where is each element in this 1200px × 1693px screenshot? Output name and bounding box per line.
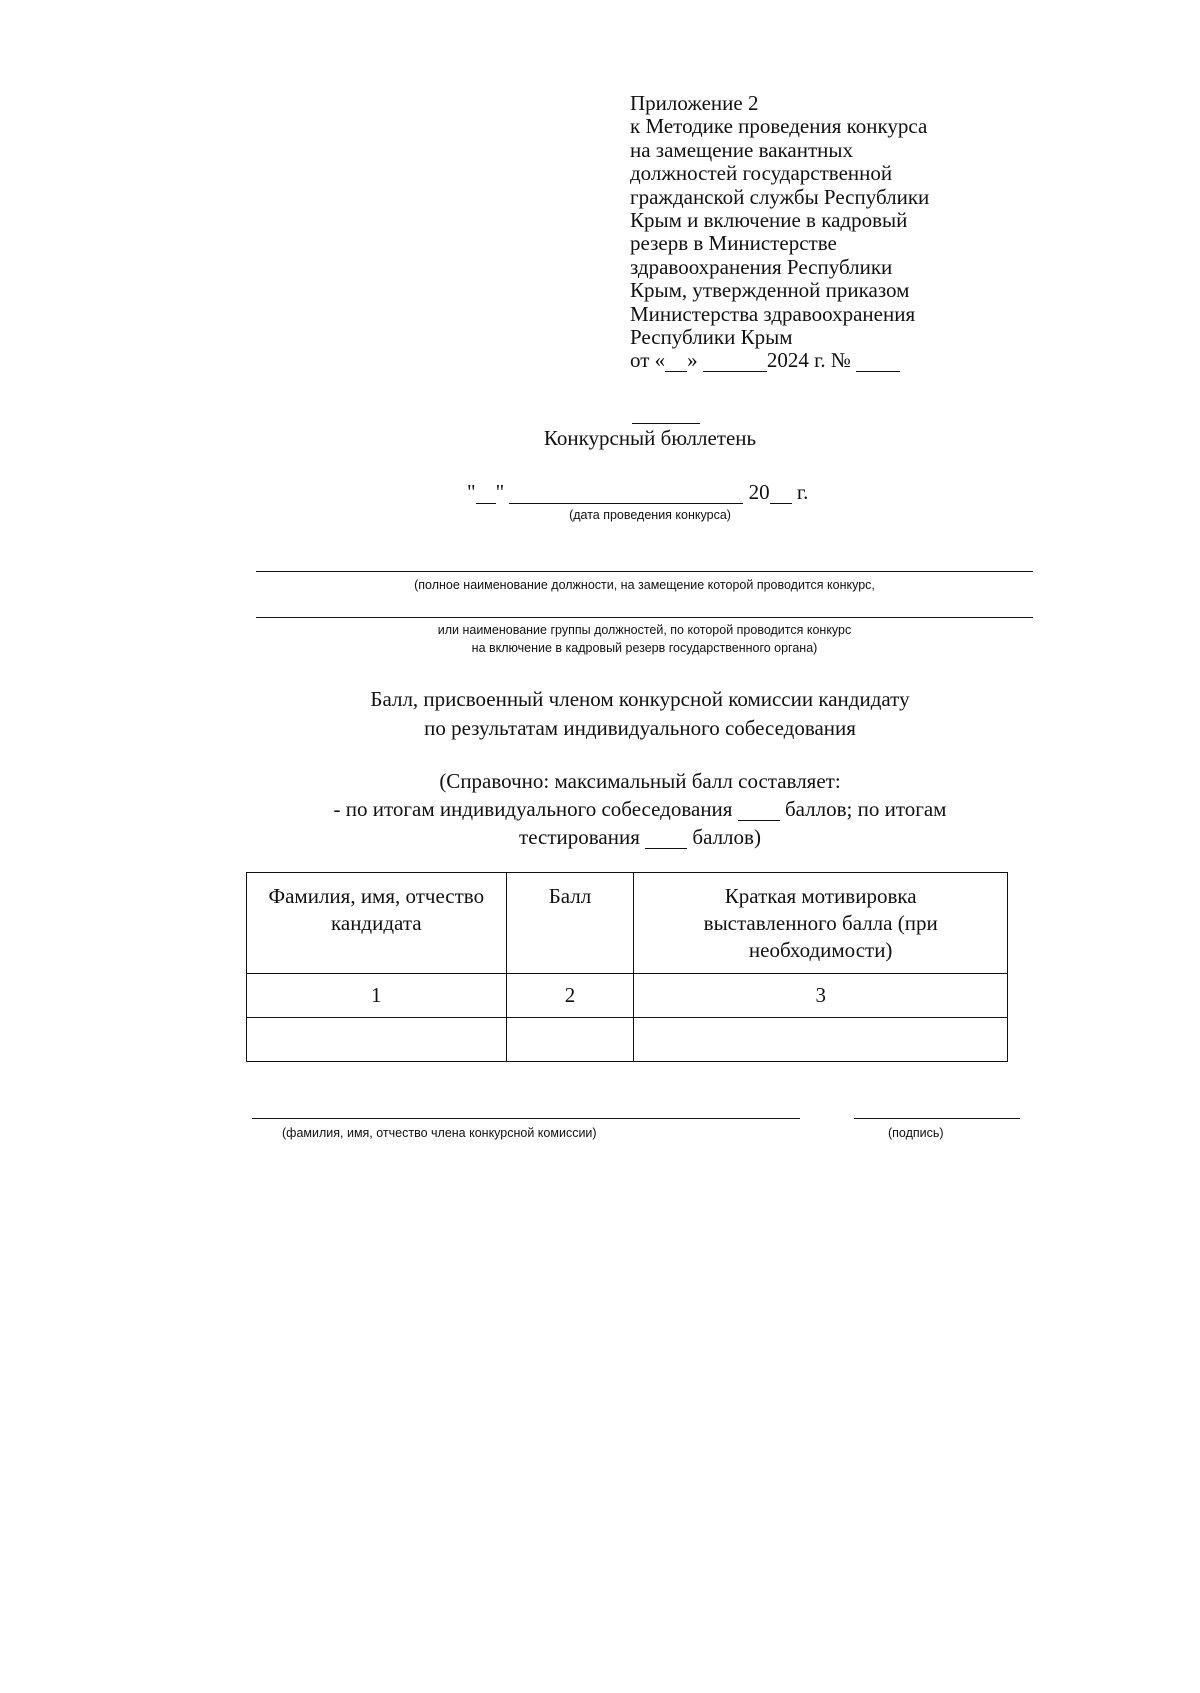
- appendix-line: гражданской службы Республики: [630, 184, 930, 209]
- column-number: 1: [247, 974, 507, 1018]
- position-caption-1: (полное наименование должности, на замещение которой проводится конкурс,: [414, 578, 875, 592]
- commission-member-name-line: [252, 1118, 800, 1119]
- separator-line: [632, 423, 700, 424]
- appendix-line: Крым, утвержденной приказом: [630, 278, 910, 303]
- date-day-blank: [476, 482, 496, 504]
- month-blank: [703, 350, 767, 372]
- appendix-block: [630, 92, 1010, 373]
- position-line-1: [256, 571, 1033, 572]
- commission-member-name-caption: (фамилия, имя, отчество члена конкурсной комиссии): [282, 1126, 597, 1140]
- appendix-line: резерв в Министерстве: [630, 231, 837, 256]
- table-row: [247, 1018, 1008, 1062]
- column-number: 2: [506, 974, 634, 1018]
- score-heading: Балл, присвоенный членом конкурсной комиссии кандидату по результатам индивидуального собеседования: [370, 687, 910, 740]
- column-number: 3: [634, 974, 1008, 1018]
- reference-block: (Справочно: максимальный балл составляет: - по итогам индивидуального собеседования баллов; по итогам тестирования баллов): [333, 769, 947, 849]
- interview-max-blank: [738, 799, 780, 821]
- table-number-row: [247, 974, 1008, 1018]
- date-month-blank: [509, 482, 743, 504]
- score-cell[interactable]: [506, 1018, 634, 1062]
- order-number-blank: [856, 350, 900, 372]
- date-caption: (дата проведения конкурса): [569, 508, 731, 522]
- testing-max-blank: [645, 827, 687, 849]
- position-caption-2: или наименование группы должностей, по которой проводится конкурс: [437, 623, 852, 637]
- score-table: [246, 872, 1008, 1062]
- appendix-line: Крым и включение в кадровый: [630, 208, 908, 233]
- header-candidate-name: Фамилия, имя, отчество кандидата: [247, 873, 507, 974]
- motivation-cell[interactable]: [634, 1018, 1008, 1062]
- page-title: Конкурсный бюллетень: [543, 426, 757, 450]
- contest-date-line: " " 20 г.: [467, 480, 809, 504]
- date-year-blank: [770, 482, 792, 504]
- appendix-line: на замещение вакантных: [630, 137, 854, 162]
- appendix-line: Приложение 2: [630, 91, 759, 115]
- position-line-2: [256, 617, 1033, 618]
- header-motivation: Краткая мотивировка выставленного балла (при необходимости): [634, 873, 1008, 974]
- appendix-line: должностей государственной: [630, 161, 893, 186]
- appendix-line: к Методике проведения конкурса: [630, 114, 928, 139]
- day-blank: [665, 350, 687, 372]
- table-header-row: [247, 873, 1008, 974]
- position-caption-3: на включение в кадровый резерв государственного органа): [471, 641, 818, 655]
- candidate-name-cell[interactable]: [247, 1018, 507, 1062]
- header-score: Балл: [506, 873, 634, 974]
- appendix-line: Республики Крым: [630, 325, 793, 350]
- signature-line: [854, 1118, 1020, 1119]
- appendix-line: Министерства здравоохранения: [630, 301, 916, 326]
- appendix-line: здравоохранения Республики: [630, 254, 893, 279]
- signature-caption: (подпись): [888, 1126, 944, 1140]
- appendix-date-line: от « » 2024 г. №: [630, 349, 1010, 372]
